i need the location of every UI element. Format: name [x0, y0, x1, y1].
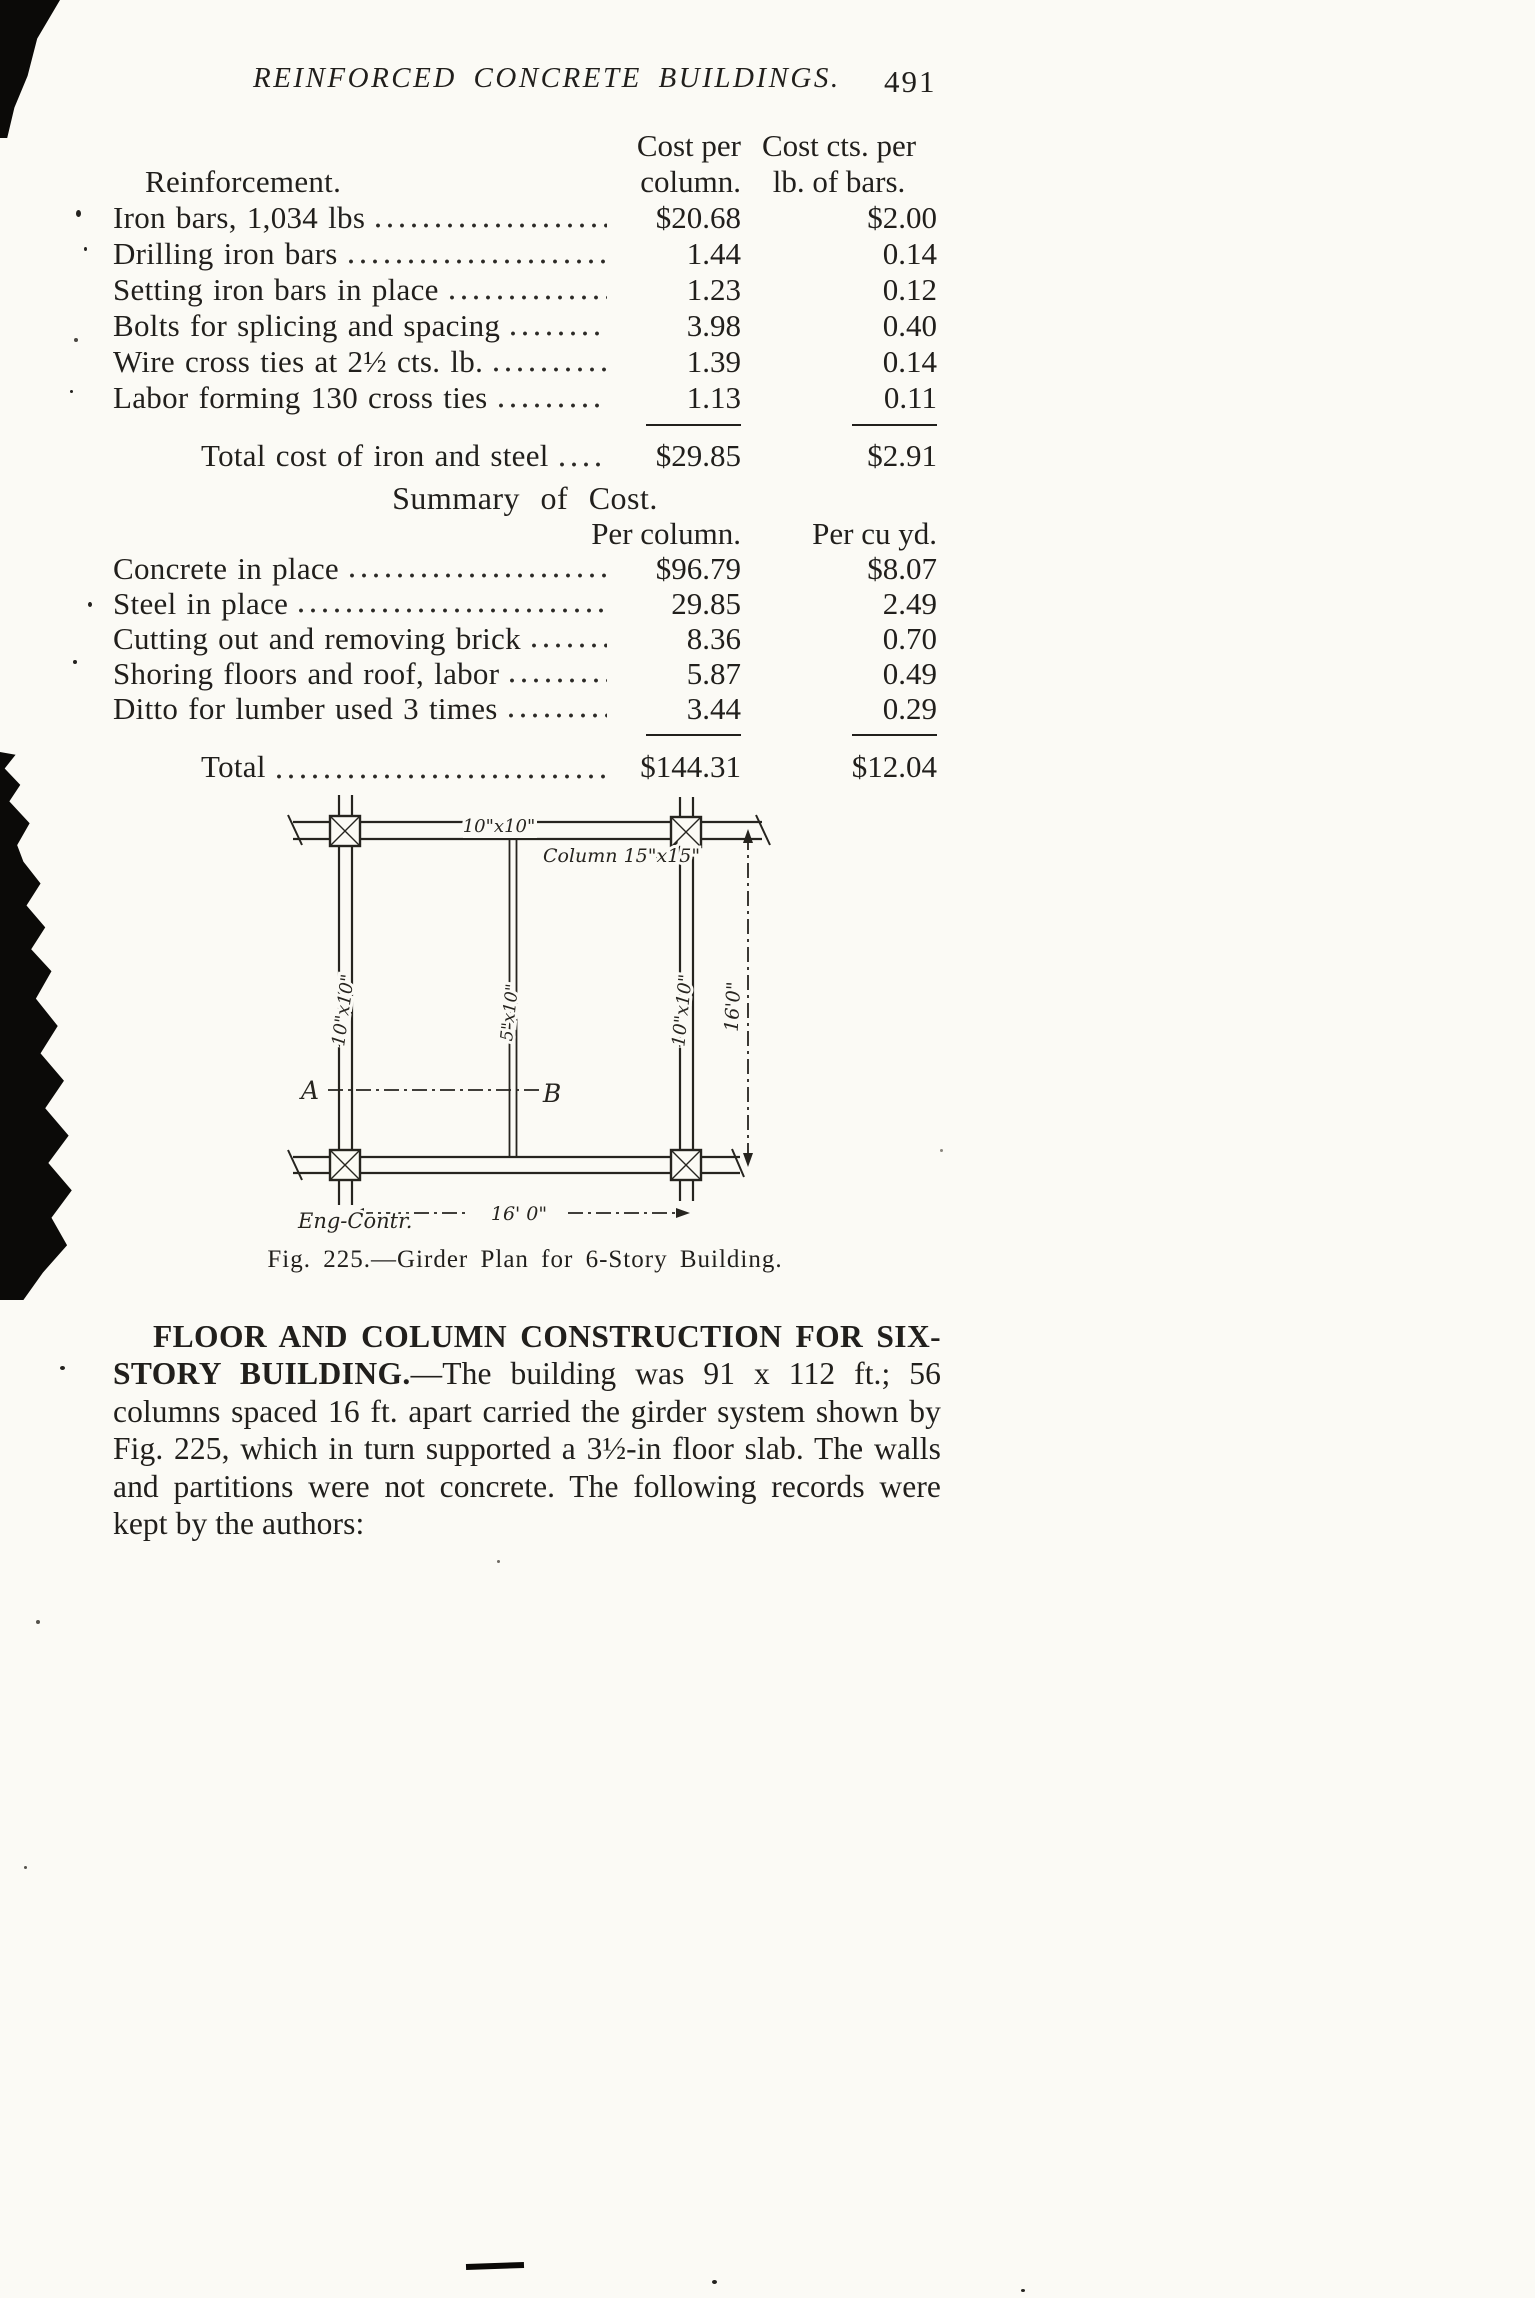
- table-row: [113, 200, 937, 236]
- total-label: Total: [201, 749, 266, 784]
- col1-header-line2: column.: [640, 164, 741, 199]
- cost-per-column-value: $20.68: [655, 200, 741, 235]
- table-total-row: [113, 437, 937, 475]
- scan-speck: [940, 1149, 943, 1152]
- cost-per-column-value: 1.44: [686, 236, 741, 271]
- engineering-contractor-credit: Eng-Contr.: [298, 1209, 413, 1233]
- total-per-lb-value: $2.91: [867, 438, 937, 473]
- per-cu-yd-value: 0.70: [882, 621, 937, 656]
- scan-speck: [73, 660, 77, 664]
- per-column-value: 29.85: [671, 586, 741, 621]
- dot-leader: [372, 223, 607, 228]
- dot-leader: [273, 774, 607, 779]
- running-title: REINFORCED CONCRETE BUILDINGS.: [253, 62, 841, 94]
- per-column-header: Per column.: [591, 516, 741, 551]
- table-row: [113, 586, 937, 621]
- point-a-label: A: [300, 1076, 320, 1105]
- top-girder-label: 10"x10": [462, 816, 536, 837]
- row-label: Ditto for lumber used 3 times: [113, 691, 498, 726]
- cost-per-lb-value: 0.11: [883, 380, 937, 415]
- dot-leader: [506, 678, 607, 683]
- girder-plan-figure: [278, 783, 778, 1243]
- cost-per-column-value: 3.98: [686, 308, 741, 343]
- total-rule-row: [113, 419, 937, 431]
- page-number: 491: [884, 64, 937, 99]
- table-header-row: [113, 128, 937, 164]
- table-row: [113, 621, 937, 656]
- label-column-header: Reinforcement.: [145, 164, 342, 199]
- per-column-value: 5.87: [686, 656, 741, 691]
- scan-speck: [76, 210, 81, 217]
- cost-per-lb-value: $2.00: [867, 200, 937, 235]
- per-cu-yd-header: Per cu yd.: [812, 516, 937, 551]
- spacer: [113, 729, 611, 741]
- cost-per-column-value: 1.13: [686, 380, 741, 415]
- per-column-value: $96.79: [655, 551, 741, 586]
- total-per-column-value: $29.85: [655, 438, 741, 473]
- dot-leader: [295, 608, 607, 613]
- dot-leader: [556, 462, 607, 467]
- total-label: Total cost of iron and steel: [201, 438, 549, 473]
- row-label: Iron bars, 1,034 lbs: [113, 200, 366, 235]
- table-row: [113, 308, 937, 344]
- table-header-row: [113, 164, 937, 200]
- cost-per-lb-value: 0.14: [882, 236, 937, 271]
- dot-leader: [495, 403, 607, 408]
- cost-per-lb-value: 0.12: [882, 272, 937, 307]
- scan-speck: [84, 247, 87, 251]
- per-cu-yd-value: $8.07: [867, 551, 937, 586]
- total-per-column-value: $144.31: [640, 749, 741, 784]
- dot-leader: [490, 367, 607, 372]
- summary-table: [113, 479, 937, 787]
- scan-speck: [88, 602, 92, 607]
- col2-header-line1: Cost cts. per: [761, 128, 917, 163]
- scan-speck: [24, 1866, 27, 1869]
- row-label: Labor forming 130 cross ties: [113, 380, 488, 415]
- scan-artifact-ink-streak: [0, 752, 78, 1300]
- row-label: Shoring floors and roof, labor: [113, 656, 500, 691]
- summary-title: Summary of Cost.: [392, 480, 658, 516]
- row-label: Setting iron bars in place: [113, 272, 439, 307]
- cost-per-column-value: 1.39: [686, 344, 741, 379]
- spacer: [113, 419, 611, 431]
- bottom-dimension-label: 16' 0": [490, 1203, 548, 1225]
- per-column-value: 8.36: [686, 621, 741, 656]
- table-total-row: [113, 747, 937, 787]
- dot-leader: [346, 573, 607, 578]
- table-row: [113, 656, 937, 691]
- table-row: [113, 551, 937, 586]
- scan-speck: [497, 1560, 500, 1563]
- spacer: [113, 128, 611, 164]
- row-label: Steel in place: [113, 586, 289, 621]
- table-row: [113, 691, 937, 726]
- row-label: Bolts for splicing and spacing: [113, 308, 501, 343]
- total-rule: [741, 419, 937, 431]
- section-heading: FLOOR AND COLUMN CONSTRUCTION FOR SIX-STORY BUILDING.: [113, 1318, 941, 1391]
- table-header-row: [113, 517, 937, 551]
- middle-beam-label: 5"x10": [497, 982, 523, 1043]
- per-cu-yd-value: 2.49: [882, 586, 937, 621]
- scan-artifact-ink-blot: [0, 0, 60, 138]
- table-row: [113, 380, 937, 416]
- scan-speck: [70, 390, 73, 393]
- dot-leader: [446, 295, 607, 300]
- total-rule: [611, 729, 741, 741]
- scan-speck: [74, 338, 78, 342]
- left-girder-label: 10"x10": [328, 972, 359, 1048]
- table-row: [113, 272, 937, 308]
- cost-per-lb-value: 0.14: [882, 344, 937, 379]
- total-rule: [741, 729, 937, 741]
- per-cu-yd-value: 0.29: [882, 691, 937, 726]
- body-paragraph: [113, 1318, 941, 1543]
- per-column-value: 3.44: [686, 691, 741, 726]
- total-per-cu-yd-value: $12.04: [851, 749, 937, 784]
- row-label: Wire cross ties at 2½ cts. lb.: [113, 344, 484, 379]
- col2-header-line2: lb. of bars.: [772, 164, 906, 199]
- row-label: Drilling iron bars: [113, 236, 338, 271]
- dot-leader: [507, 331, 607, 336]
- scan-artifact-mark: [466, 2262, 524, 2270]
- dot-leader: [345, 259, 607, 264]
- scan-speck: [36, 1620, 40, 1624]
- cost-per-column-value: 1.23: [686, 272, 741, 307]
- total-rule-row: [113, 729, 937, 741]
- spacer: [341, 164, 611, 200]
- col1-header-line1: Cost per: [636, 128, 741, 163]
- scan-speck: [1021, 2289, 1025, 2292]
- point-b-label: B: [542, 1079, 562, 1108]
- dot-leader: [528, 643, 607, 648]
- right-girder-label: 10"x10": [668, 973, 697, 1048]
- figure-caption: Fig. 225.—Girder Plan for 6-Story Building.: [267, 1246, 783, 1273]
- spacer: [113, 517, 591, 551]
- scan-speck: [60, 1366, 65, 1370]
- table-row: [113, 236, 937, 272]
- right-dimension-label: 16'0": [720, 981, 746, 1033]
- section-body-text: —The building was 91 x 112 ft.; 56 columns spaced 16 ft. apart carried the girder system shown by Fig. 225, which in turn supported a 3½-in floor slab. The walls and partitions were not concrete. The following records were kept by the authors:: [113, 1356, 941, 1541]
- page-content: [113, 128, 937, 787]
- row-label: Cutting out and removing brick: [113, 621, 521, 656]
- cost-per-lb-value: 0.40: [882, 308, 937, 343]
- table-row: [113, 344, 937, 380]
- scan-speck: [712, 2280, 717, 2284]
- reinforcement-table: [113, 128, 937, 475]
- row-label: Concrete in place: [113, 551, 339, 586]
- total-rule: [611, 419, 741, 431]
- per-cu-yd-value: 0.49: [882, 656, 937, 691]
- column-size-label: Column 15"x15": [543, 845, 701, 867]
- dot-leader: [505, 713, 607, 718]
